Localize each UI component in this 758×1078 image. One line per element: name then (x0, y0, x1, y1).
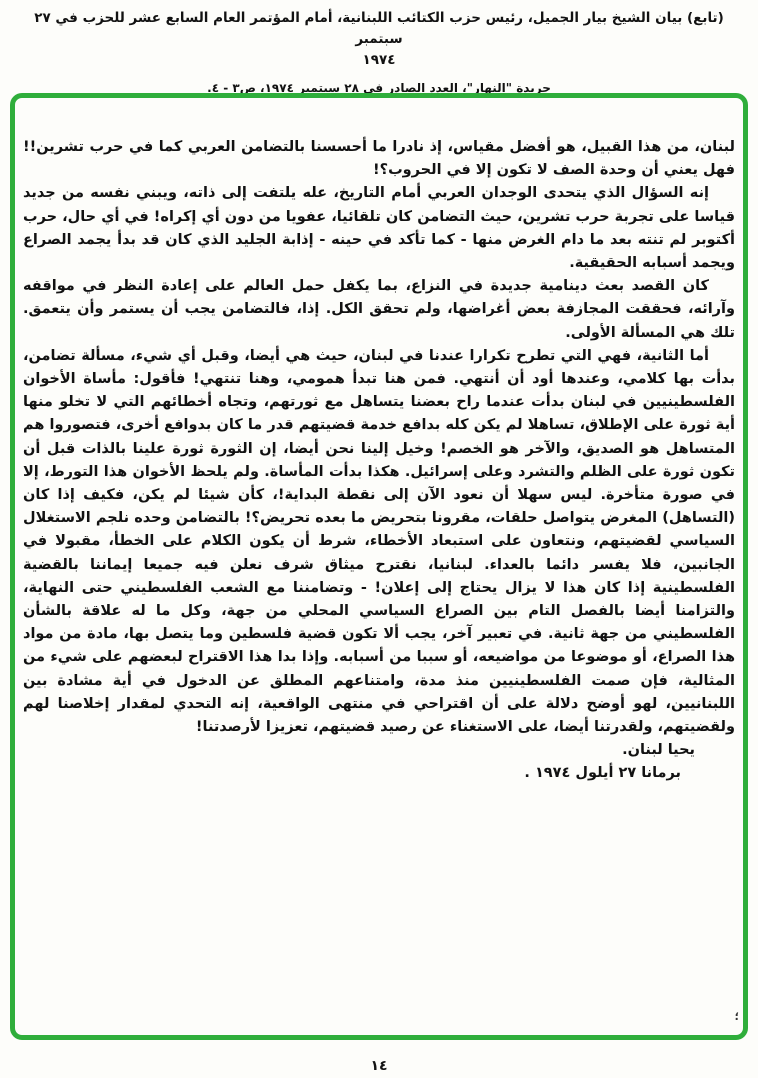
closing-salute-line: يحيا لبنان. (622, 742, 695, 759)
header-title-line-2: ١٩٧٤ (362, 52, 396, 68)
body-paragraph-4: أما الثانية، فهي التي تطرح تكرارا عندنا في لبنان، حيث هي أيضا، وقبل أي شيء، مسألة تضامن، بدأت بها كلامي، وعندها أود أن أنتهي. فمن هنا تبدأ همومي، وهنا تنتهي! فأقول: مأساة الأخوان الفلسطينيين في لبنان بدأت عندما راح بعضنا يتساهل مع ثورتهم، وتجاه أخطائهم التي لا تخلو منها أية ثورة على الإطلاق، تساهلا لم يكن كله بدافع خدمة قضيتهم قدر ما كان بدوافع أخرى، فتصوروا هم المتساهل هو الصديق، والآخر هو الخصم! وخيل إلينا نحن أيضا، إن الثورة ثورة علينا بالذات قبل أن تكون ثورة على الظلم والتشرد وعلى إسرائيل. هكذا بدأت المأساة. ولم يلحظ الأخوان هذا التورط، إلا في صورة متأخرة. ليس سهلا أن نعود الآن إلى نقطة البداية!، كأن شيئا لم يكن، فكيف إذا كان (التساهل) المغرض يتواصل حلقات، مقرونا بتحريض ما بعده تحريض؟! بالتضامن وحده نلجم الاستغلال السياسي لقضيتهم، ونتعاون على استبعاد الأخطاء، شرط أن يكون الكلام على الخطأ، مقبولا في الجانبين، فلا يفسر دائما بالعداء. لبنانيا، نقترح ميثاق شرف نعلن فيه جميعا إيماننا بالقضية الفلسطينية إذا كان هذا لا يزال يحتاج إلى إعلان! - وتضامننا مع الشعب الفلسطيني حتى النهاية، والتزامنا أيضا بالفصل التام بين الصراع السياسي المحلي من جهة، وكل ما له علاقة بالشأن الفلسطيني من جهة ثانية. في تعبير آخر، يجب ألا تكون قضية فلسطين وما يتصل بها، مادة من مواد هذا الصراع، أو موضوعا من مواضيعه، أو سببا من أسبابه. وإذا بدا هذا الاقتراح لبعضهم على شيء من المثالية، فإن صمت الفلسطينيين منذ مدة، وامتناعهم المطلق عن الدخول في أية مشادة بين اللبنانيين، لهو أوضح دلالة على أن اقتراحي في منتهى الواقعية، إنه التحدي لمقدار إخلاصنا لهم ولقضيتهم، ولقدرتنا أيضا، على الاستغناء عن رصيد قضيتهم، تعزيزا لأرصدتنا! (23, 347, 735, 736)
green-text-frame (10, 93, 748, 1040)
stray-ink-mark: ؛ (734, 1010, 739, 1023)
header-source-citation: جريدة "النهار"، العدد الصادر في ٢٨ سبتمبر ١٩٧٤، ص٣ - ٤. (207, 81, 551, 95)
body-paragraph-1: لبنان، من هذا القبيل، هو أفضل مقياس، إذ نادرا ما أحسسنا بالتضامن العربي كما في حرب تشرين!! فهل يعني أن وحدة الصف لا تكون إلا في الحروب؟! (23, 139, 735, 179)
body-text-block (23, 136, 735, 786)
body-paragraph-2: إنه السؤال الذي يتحدى الوجدان العربي أمام التاريخ، عله يلتفت إلى ذاته، ويبني نفسه من جديد قياسا على تجربة حرب تشرين، حيث التضامن كان تلقائيا، عفويا من دون أي إكراه! في أي حال، حرب أكتوبر لم تنته بعد ما دام الغرض منها - كما تأكد في حينه - إذابة الجليد الذي كان قد بدأ يجمد الصراع ويجمد أسبابه الحقيقية. (23, 185, 735, 272)
body-paragraph-3: كان القصد بعث دينامية جديدة في النزاع، بما يكفل حمل العالم على إعادة النظر في مواقفه وآرائه، فحققت المجازفة بعض أغراضها، ولم تحقق الكل. إذا، فالتضامن يجب أن يستمر وأن يتعمق. تلك هي المسألة الأولى. (23, 278, 735, 341)
page-number: ١٤ (370, 1058, 388, 1074)
document-header (0, 8, 758, 97)
header-title-line-1: (تابع) بيان الشيخ بيار الجميل، رئيس حزب الكتائب اللبنانية، أمام المؤتمر العام السابع عشر للحزب في ٢٧ سبتمبر (34, 10, 724, 47)
closing-place-date-line: برمانا ٢٧ أيلول ١٩٧٤ . (524, 765, 681, 782)
